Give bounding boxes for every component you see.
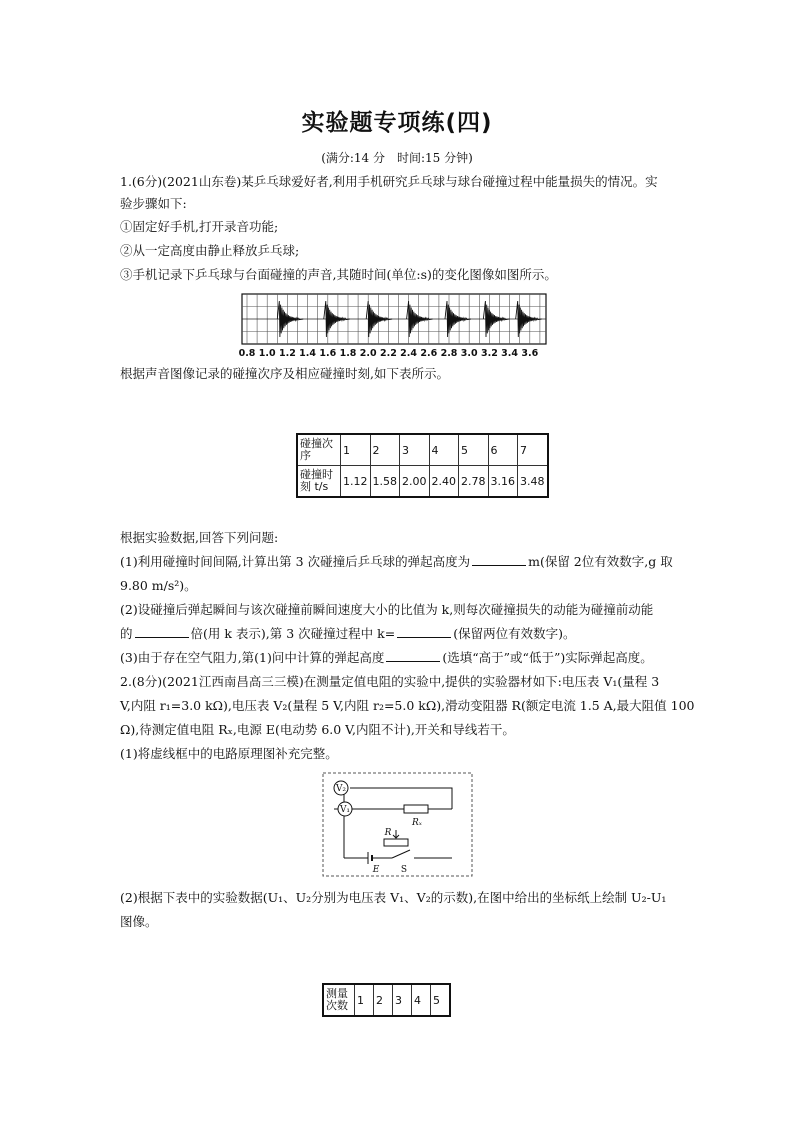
q1-step2: ②从一定高度由静止释放乒乓球; xyxy=(120,243,300,258)
rheostat-label: R xyxy=(384,828,392,838)
table-cell: 2 xyxy=(374,984,393,1016)
table-cell: 6 xyxy=(488,434,518,466)
table-cell: 2.78 xyxy=(459,466,489,498)
table-cell: 2 xyxy=(370,434,400,466)
table-cell: 1 xyxy=(341,434,371,466)
q1-part3: (3)由于存在空气阻力,第(1)问中计算的弹起高度 (选填“高于”或“低于”)实际弹起高度。 xyxy=(120,650,653,665)
answer-blank[interactable] xyxy=(386,650,440,662)
table-cell: 3.16 xyxy=(488,466,518,498)
answer-blank[interactable] xyxy=(472,554,526,566)
table-cell: 5 xyxy=(459,434,489,466)
table-cell: 4 xyxy=(412,984,431,1016)
v2-label: V₂ xyxy=(335,784,347,794)
q1-part1-line2: 9.80 m/s²)。 xyxy=(120,578,197,593)
table-cell: 4 xyxy=(429,434,459,466)
collision-table xyxy=(296,433,549,498)
measurement-table xyxy=(322,983,451,1017)
table-cell: 2.40 xyxy=(429,466,459,498)
q1-part1-line1: (1)利用碰撞时间间隔,计算出第 3 次碰撞后乒乓球的弹起高度为 m(保留 2位有效数字,g 取 xyxy=(120,554,673,569)
q1-after-graph: 根据声音图像记录的碰撞次序及相应碰撞时刻,如下表所示。 xyxy=(120,366,449,381)
table-cell: 1.12 xyxy=(341,466,371,498)
table-cell: 2.00 xyxy=(400,466,430,498)
sound-waveform-graph xyxy=(236,292,554,360)
q1-part2-line2: 的 倍(用 k 表示),第 3 次碰撞过程中 k= (保留两位有效数字)。 xyxy=(120,626,576,641)
q2-stem-line2: V,内阻 r₁=3.0 kΩ),电压表 V₂(量程 5 V,内阻 r₂=5.0 kΩ),滑动变阻器 R(额定电流 1.5 A,最大阻值 100 xyxy=(120,698,695,713)
table-row xyxy=(297,434,548,466)
q1-step1: ①固定好手机,打开录音功能; xyxy=(120,219,279,234)
axis-tick-label: 2.2 xyxy=(379,348,397,359)
emf-label: E xyxy=(372,865,380,875)
table-cell: 5 xyxy=(431,984,451,1016)
q1-stem-line1: 1.(6分)(2021山东卷)某乒乓球爱好者,利用手机研究乒乓球与球台碰撞过程中能量损失的情况。实 xyxy=(120,174,658,189)
axis-tick-label: 3.6 xyxy=(521,348,539,359)
answer-blank[interactable] xyxy=(135,626,189,638)
rx-label: Rₓ xyxy=(412,818,422,828)
axis-tick-label: 3.0 xyxy=(460,348,478,359)
q1-intro: 根据实验数据,回答下列问题: xyxy=(120,530,279,545)
axis-tick-label: 3.2 xyxy=(480,348,498,359)
q2-stem-line1: 2.(8分)(2021江西南昌高三三模)在测量定值电阻的实验中,提供的实验器材如下:电压表 V₁(量程 3 xyxy=(120,674,660,689)
table-cell: 1.58 xyxy=(370,466,400,498)
axis-tick-label: 1.6 xyxy=(319,348,337,359)
q2-stem-line3: Ω),待测定值电阻 Rₓ,电源 E(电动势 6.0 V,内阻不计),开关和导线若干。 xyxy=(120,722,515,737)
page-title: 实验题专项练(四) xyxy=(301,110,493,136)
table-row xyxy=(297,466,548,498)
axis-tick-label: 2.4 xyxy=(400,348,418,359)
q2-part2-line1: (2)根据下表中的实验数据(U₁、U₂分别为电压表 V₁、V₂的示数),在图中给出的坐标纸上绘制 U₂-U₁ xyxy=(120,890,667,905)
axis-tick-label: 1.2 xyxy=(278,348,296,359)
table-row xyxy=(323,984,450,1016)
q1-stem-line2: 验步骤如下: xyxy=(120,196,187,211)
q1-part2-line1: (2)设碰撞后弹起瞬间与该次碰撞前瞬间速度大小的比值为 k,则每次碰撞损失的动能为碰撞前动能 xyxy=(120,602,654,617)
table-header-cell: 碰撞时刻 t/s xyxy=(297,466,341,498)
axis-tick-label: 1.8 xyxy=(339,348,357,359)
circuit-diagram xyxy=(322,772,474,878)
table-header-cell: 碰撞次序 xyxy=(297,434,341,466)
axis-tick-label: 2.0 xyxy=(359,348,377,359)
q2-part2-line2: 图像。 xyxy=(120,914,158,929)
table-header-cell: 测量次数 xyxy=(323,984,355,1016)
axis-tick-label: 1.0 xyxy=(258,348,276,359)
table-cell: 7 xyxy=(518,434,548,466)
table-cell: 3 xyxy=(400,434,430,466)
q2-part1: (1)将虚线框中的电路原理图补充完整。 xyxy=(120,746,338,761)
switch-label: S xyxy=(400,865,408,875)
axis-tick-label: 2.6 xyxy=(420,348,438,359)
v1-label: V₁ xyxy=(339,805,351,815)
q1-step3: ③手机记录下乒乓球与台面碰撞的声音,其随时间(单位:s)的变化图像如图所示。 xyxy=(120,267,557,282)
table-cell: 1 xyxy=(355,984,374,1016)
table-cell: 3 xyxy=(393,984,412,1016)
axis-tick-label: 2.8 xyxy=(440,348,458,359)
axis-tick-label: 0.8 xyxy=(238,348,256,359)
axis-tick-label: 1.4 xyxy=(299,348,317,359)
answer-blank[interactable] xyxy=(397,626,451,638)
table-cell: 3.48 xyxy=(518,466,548,498)
page-subtitle: (满分:14 分 时间:15 分钟) xyxy=(321,151,473,165)
axis-tick-label: 3.4 xyxy=(501,348,519,359)
